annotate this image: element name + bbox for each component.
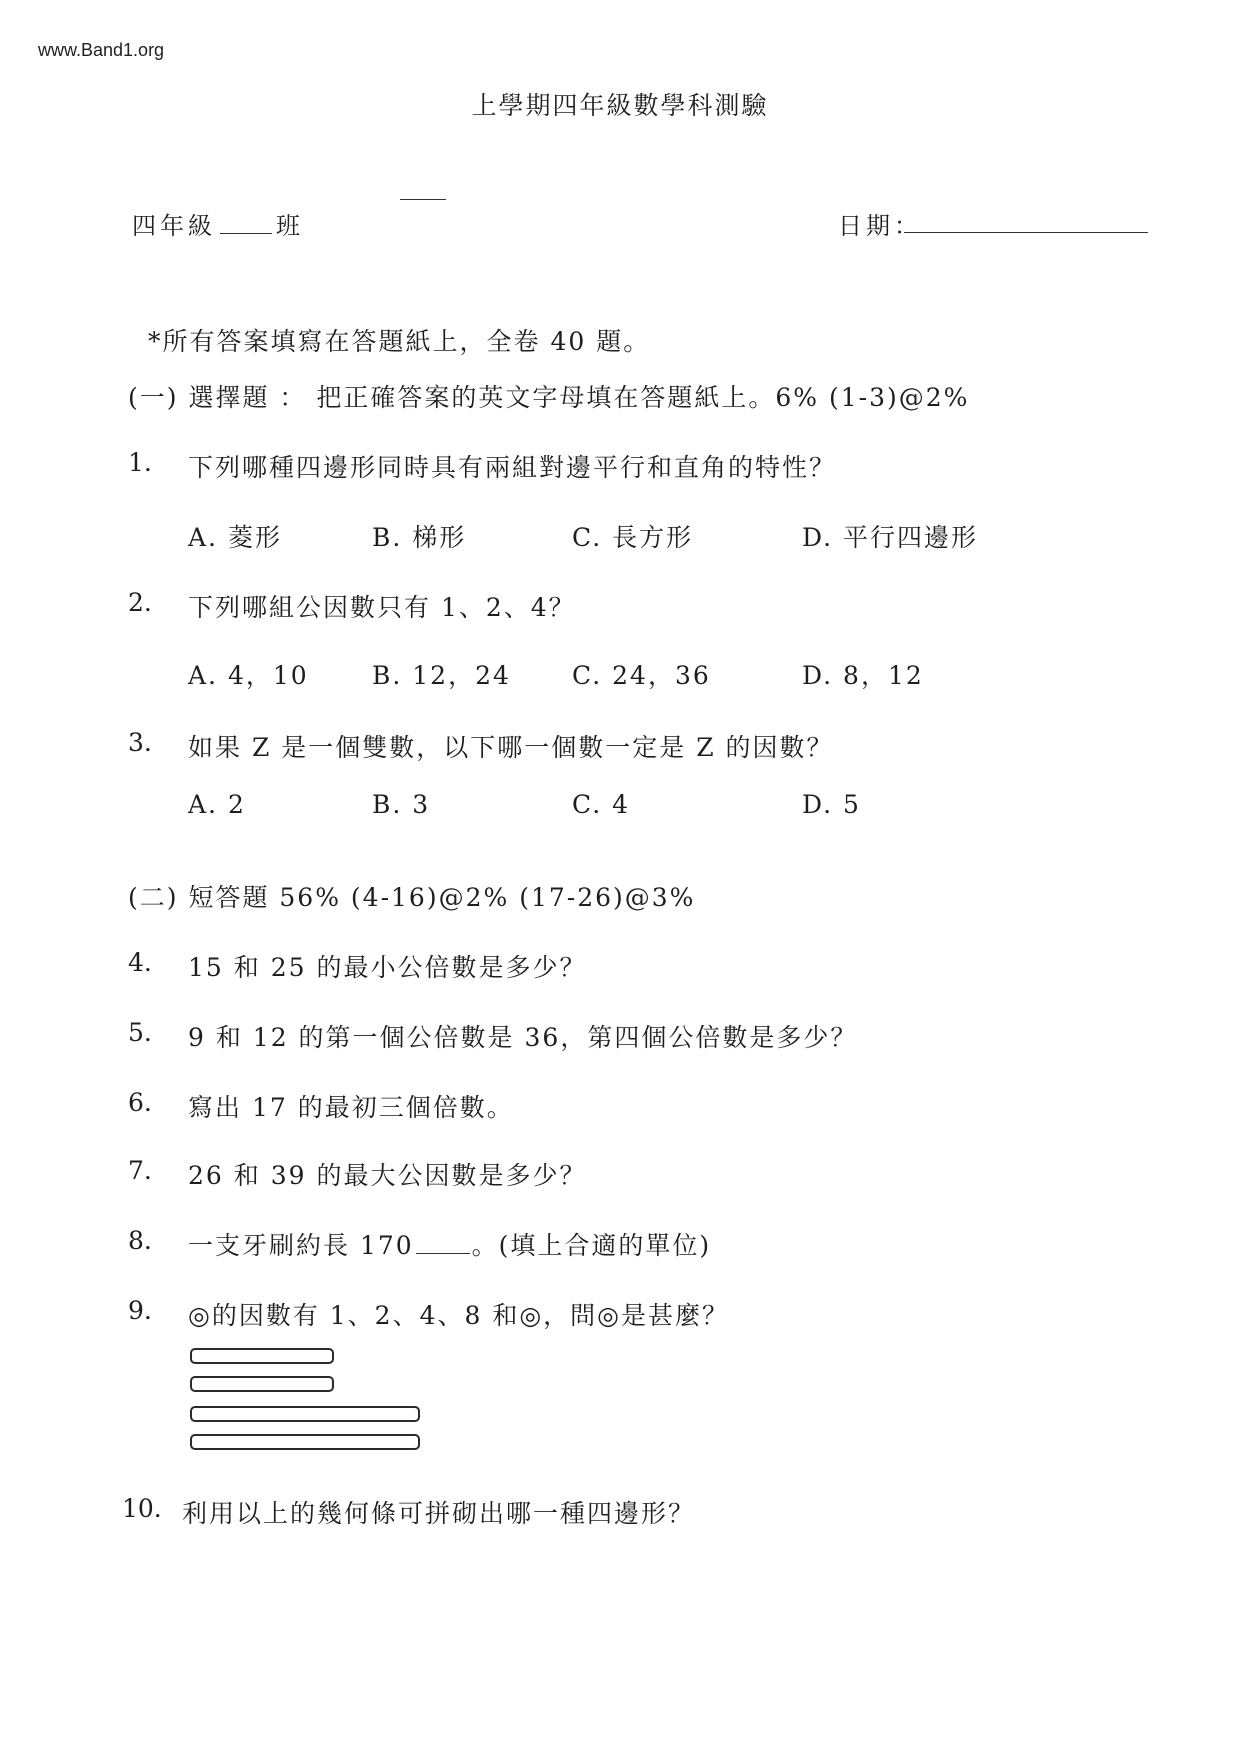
- question-number: 3.: [128, 728, 152, 757]
- option-d: D. 平行四邊形: [802, 523, 979, 552]
- class-suffix-label: 班: [276, 212, 304, 240]
- section-2-heading: (二) 短答題 56% (4-16)@2% (17-26)@3%: [128, 883, 696, 912]
- option-c: C. 長方形: [572, 523, 694, 552]
- option-b: B. 梯形: [372, 523, 467, 552]
- question-number: 2.: [128, 588, 152, 617]
- unit-blank: [416, 1231, 470, 1254]
- title-underline: [400, 199, 446, 200]
- question-text: 下列哪組公因數只有 1、2、4？: [188, 593, 576, 622]
- question-number: 4.: [128, 948, 152, 977]
- question-text: 下列哪種四邊形同時具有兩組對邊平行和直角的特性？: [188, 453, 837, 482]
- option-b: B. 3: [372, 790, 431, 819]
- question-text: 15 和 25 的最小公倍數是多少？: [188, 953, 587, 982]
- class-blank: [220, 213, 272, 234]
- question-text: 如果 Z 是一個雙數，以下哪一個數一定是 Z 的因數？: [188, 733, 834, 762]
- option-b: B. 12，24: [372, 661, 511, 690]
- question-text-after-blank: 。(填上合適的單位): [471, 1231, 712, 1260]
- question-number: 5.: [128, 1018, 152, 1047]
- instruction-text: *所有答案填寫在答題紙上，全卷 40 題。: [148, 327, 651, 356]
- option-a: A. 2: [188, 790, 246, 819]
- question-number: 7.: [128, 1156, 152, 1185]
- option-c: C. 24，36: [572, 661, 711, 690]
- question-number: 9.: [128, 1296, 152, 1325]
- question-number: 8.: [128, 1226, 152, 1255]
- question-number: 1.: [128, 448, 152, 477]
- option-d: D. 8，12: [802, 661, 924, 690]
- class-prefix-label: 四年級: [132, 212, 216, 240]
- question-text: 寫出 17 的最初三個倍數。: [188, 1093, 514, 1122]
- option-d: D. 5: [802, 790, 861, 819]
- question-text: 利用以上的幾何條可拼砌出哪一種四邊形？: [182, 1499, 696, 1528]
- section-1-heading: (一) 選擇題 ： 把正確答案的英文字母填在答題紙上。6% (1-3)@2%: [128, 383, 970, 412]
- question-text-before-blank: 一支牙刷約長 170: [188, 1231, 414, 1260]
- page-title: 上學期四年級數學科測驗: [471, 91, 769, 120]
- question-number: 10.: [122, 1494, 162, 1523]
- option-c: C. 4: [572, 790, 631, 819]
- question-text: 9 和 12 的第一個公倍數是 36，第四個公倍數是多少？: [188, 1023, 858, 1052]
- question-text: ◎的因數有 1、2、4、8 和◎，問◎是甚麼？: [188, 1301, 729, 1330]
- short-stick: [190, 1376, 334, 1392]
- class-field: [132, 206, 304, 241]
- question-number: 6.: [128, 1088, 152, 1117]
- date-blank: [904, 232, 1148, 233]
- option-a: A. 菱形: [188, 523, 282, 552]
- question-text: [188, 1226, 711, 1262]
- question-text: 26 和 39 的最大公因數是多少？: [188, 1161, 587, 1190]
- long-stick: [190, 1406, 420, 1422]
- date-label: 日期：: [838, 212, 922, 240]
- option-a: A. 4，10: [188, 661, 309, 690]
- short-stick: [190, 1348, 334, 1364]
- watermark-url: www.Band1.org: [38, 40, 165, 60]
- long-stick: [190, 1434, 420, 1450]
